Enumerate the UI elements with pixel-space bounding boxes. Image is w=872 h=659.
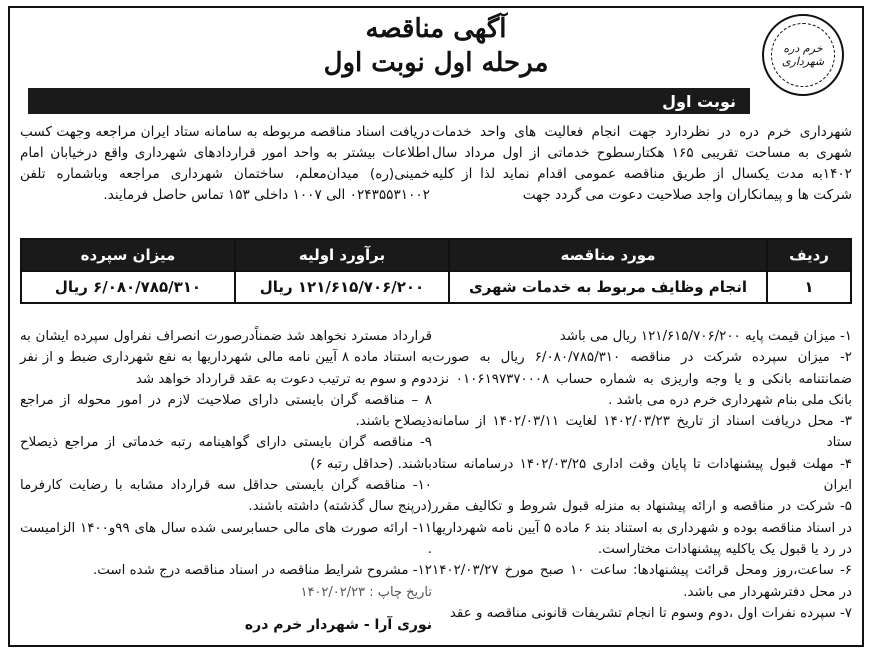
logo-line-1: خرم دره (783, 42, 823, 55)
row-number: ۱ (767, 271, 851, 303)
round-badge: نوبت اول (662, 91, 736, 111)
intro-left: دریافت اسناد مناقصه مربوطه به سامانه ستاد ایران مراجعه وجهت کسب اطلاعات بیشتر به واحد امور قراردادهای شهرداری واقع درخیابان امام خمینی(ره) میدان‌معلم، ساختمان شهرداری مراجعه وباشماره تلفن ۰۲۴۳۵۵۳۱۰۰۲ الی ۱۰۰۷ داخلی ۱۵۳ تماس حاصل فرمایند. (20, 124, 430, 203)
condition-item: ۲- میزان سپرده شرکت در مناقصه ۶/۰۸۰/۷۸۵/۳۱۰ ریال به صورت ضمانتنامه بانکی و یا وجه واریزی به شماره حساب ۰۱۰۶۱۹۷۳۷۰۰۰۸ نزد بانک ملی بنام شهرداری خرم دره می باشد . (432, 350, 852, 408)
header-deposit: میزان سپرده (21, 239, 235, 271)
conditions-right (432, 326, 852, 624)
condition-item: ۳- محل دریافت اسناد از تاریخ ۱۴۰۲/۰۳/۲۳ لغایت ۱۴۰۲/۰۳/۱۱ از سامانه ستاد (432, 414, 852, 451)
signature: نوری آرا - شهردار خرم دره (244, 616, 432, 633)
header-bar (28, 88, 750, 114)
condition-item: ۱۱- ارائه صورت های مالی حسابرسی شده سال های ۹۹و۱۴۰۰ الزامیست . (20, 520, 432, 557)
condition-item: ۴- مهلت قبول پیشنهادات تا پایان وقت اداری ۱۴۰۲/۰۳/۲۵ درسامانه ستاد ایران (432, 456, 852, 494)
header-estimate: برآورد اولیه (235, 239, 449, 271)
condition-item: ۸ – مناقصه گران بایستی دارای صلاحیت لازم در امور محوله از مراجع ذیصلاح باشند. (20, 392, 432, 430)
conditions-left (20, 326, 432, 636)
condition-item: ۹- مناقصه گران بایستی دارای گواهینامه رتبه خدماتی از مراجع ذیصلاح باشند. (حداقل رتبه ۶) (20, 435, 432, 472)
condition-item: ۱- میزان قیمت پایه ۱۲۱/۶۱۵/۷۰۶/۲۰۰ ریال می باشد (559, 329, 852, 344)
intro-right: شهرداری خرم دره در نظردارد جهت انجام فعالیت های واحد خدمات شهری به مساحت تقریبی ۱۶۵ هکتارسطوح خدماتی از اول مرداد سال ۱۴۰۲به مدت یکسال از طریق مناقصه عمومی اقدام نماید لذا از کلیه شرکت ها و پیمانکاران واجد صلاحیت دعوت می گردد جهت (432, 124, 852, 203)
header-subject: مورد مناقصه (449, 239, 767, 271)
notice-title: آگهی مناقصه (365, 14, 507, 44)
condition-item: ۱۲- مشروح شرایط مناقصه در اسناد مناقصه درج شده است. (92, 563, 432, 579)
condition-item: ۵- شرکت در مناقصه و ارائه پیشنهاد به منزله قبول شروط و تکالیف مقرر در اسناد مناقصه بوده و شهرداری به استناد بند ۶ ماده ۵ آیین نامه شهرداریها در رد یا قبول یک یاکلیه پیشنهادات مختاراست. (432, 499, 852, 557)
condition-item: ۷- سپرده نفرات اول ،دوم وسوم تا انجام تشریفات قانونی مناقصه و عقد (449, 605, 852, 621)
condition-item: ۶- ساعت،روز ومحل قرائت پیشنهادها: ساعت ۱۰ صبح مورخ ۱۴۰۲/۰۳/۲۷ در محل دفترشهردار می باشد. (432, 563, 852, 600)
condition-item: ۱۰- مناقصه گران بایستی حداقل سه قرارداد مشابه با رضایت کارفرما (درپنج سال گذشته) داشته باشند. (20, 478, 432, 515)
table-header-row (21, 239, 851, 271)
tender-table (20, 238, 852, 304)
row-estimate: ۱۲۱/۶۱۵/۷۰۶/۲۰۰ ریال (235, 271, 449, 303)
notice-subtitle: مرحله اول نوبت اول (323, 48, 549, 78)
table-row (21, 271, 851, 303)
row-subject: انجام وظایف مربوط به خدمات شهری (449, 271, 767, 303)
condition-item: قرارداد مسترد نخواهد شد ضمناًدرصورت انصراف نفراول سپرده ایشان به به استناد ماده ۸ آیین نامه مالی شهرداریها به نفع شهرداری ضبط و از نفر دوم و سوم به ترتیب دعوت به عقد قرارداد خواهد شد (20, 329, 432, 387)
tender-notice (8, 6, 864, 647)
print-date: تاریخ چاپ : ۱۴۰۲/۰۲/۲۳ (300, 584, 432, 600)
header-row-number: ردیف (767, 239, 851, 271)
logo-line-2: شهرداری (781, 55, 825, 68)
row-deposit: ۶/۰۸۰/۷۸۵/۳۱۰ ریال (21, 271, 235, 303)
